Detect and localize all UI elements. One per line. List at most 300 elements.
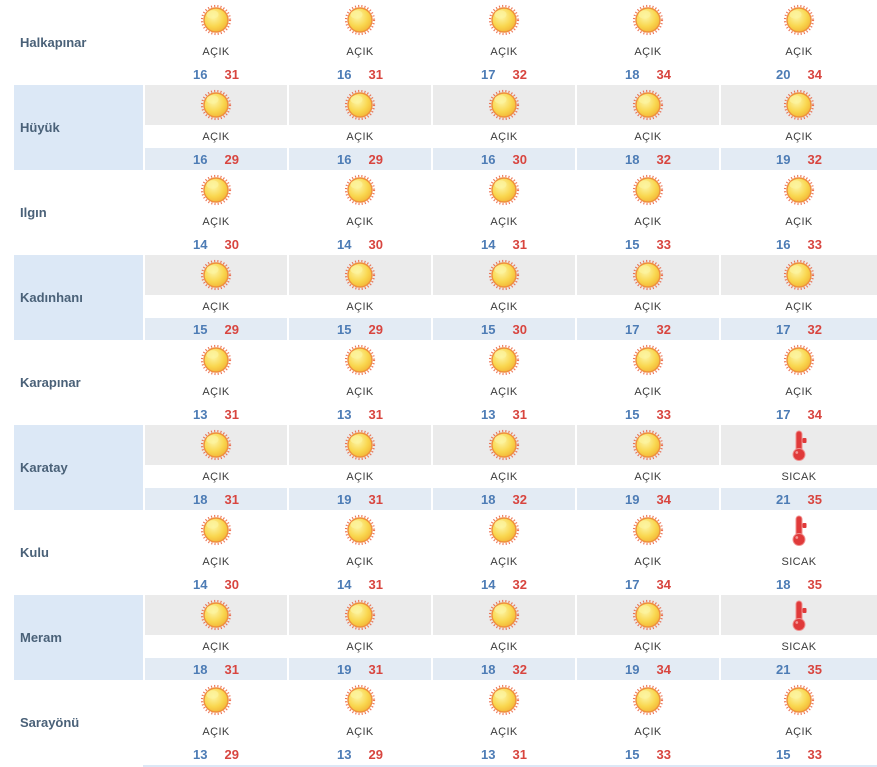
thermometer-icon xyxy=(783,599,815,631)
forecast-cell xyxy=(287,595,431,680)
sun-icon xyxy=(344,429,376,461)
max-temp: 32 xyxy=(512,576,527,592)
min-temp: 17 xyxy=(776,321,791,337)
icon-host xyxy=(721,680,877,720)
forecast-cell xyxy=(575,595,719,680)
row-cells xyxy=(143,680,877,765)
left-margin xyxy=(0,170,14,255)
max-temp: 32 xyxy=(512,491,527,507)
district-cell xyxy=(14,340,143,425)
condition-label: AÇIK xyxy=(785,45,813,58)
temperature-pair xyxy=(721,743,877,765)
condition-label: AÇIK xyxy=(577,125,719,148)
condition-label: SICAK xyxy=(721,465,877,488)
condition-label: AÇIK xyxy=(145,125,287,148)
max-temp: 31 xyxy=(368,576,383,592)
sun-icon xyxy=(344,89,376,121)
district-cell xyxy=(14,170,143,255)
sun-icon xyxy=(200,684,232,716)
icon-host xyxy=(721,170,877,210)
forecast-cell xyxy=(143,425,287,510)
condition-label: AÇIK xyxy=(634,215,662,228)
forecast-cell xyxy=(143,0,287,85)
max-temp: 30 xyxy=(368,236,383,252)
max-temp: 34 xyxy=(656,661,671,677)
temperature-pair xyxy=(433,743,575,765)
row-cells xyxy=(143,510,877,595)
min-temp: 18 xyxy=(193,491,208,507)
max-temp: 34 xyxy=(656,66,671,82)
district-name: Karapınar xyxy=(20,375,81,390)
forecast-row xyxy=(0,595,877,680)
district-cell xyxy=(14,0,143,85)
forecast-cell xyxy=(143,595,287,680)
max-temp: 31 xyxy=(368,661,383,677)
forecast-cell xyxy=(143,85,287,170)
forecast-cell xyxy=(431,510,575,595)
sun-icon xyxy=(632,4,664,36)
temperature-pair xyxy=(577,233,719,255)
icon-host xyxy=(577,340,719,380)
icon-host xyxy=(721,255,877,295)
thermometer-icon xyxy=(783,514,815,546)
forecast-cell xyxy=(719,255,877,340)
forecast-row xyxy=(0,510,877,595)
temperature-pair xyxy=(433,403,575,425)
temperature-pair xyxy=(145,743,287,765)
max-temp: 35 xyxy=(807,491,822,507)
condition-label: AÇIK xyxy=(145,465,287,488)
left-margin xyxy=(0,255,14,340)
forecast-cell xyxy=(143,340,287,425)
temperature-pair xyxy=(145,233,287,255)
icon-host xyxy=(721,0,877,40)
icon-host xyxy=(145,0,287,40)
forecast-cell xyxy=(287,510,431,595)
forecast-cell xyxy=(431,425,575,510)
temperature-pair xyxy=(433,488,575,510)
min-temp: 16 xyxy=(337,151,352,167)
sun-icon xyxy=(344,4,376,36)
max-temp: 32 xyxy=(807,151,822,167)
temperature-pair xyxy=(721,63,877,85)
max-temp: 29 xyxy=(368,321,383,337)
icon-host xyxy=(577,510,719,550)
condition-label: SICAK xyxy=(781,555,817,568)
temperature-pair xyxy=(289,573,431,595)
temperature-pair xyxy=(433,63,575,85)
condition-label: AÇIK xyxy=(289,635,431,658)
icon-host xyxy=(433,170,575,210)
min-temp: 16 xyxy=(337,66,352,82)
condition-label: AÇIK xyxy=(785,215,813,228)
temperature-pair xyxy=(577,63,719,85)
condition-label: AÇIK xyxy=(634,45,662,58)
condition-label: AÇIK xyxy=(634,725,662,738)
condition-label: AÇIK xyxy=(289,125,431,148)
condition-label: AÇIK xyxy=(433,635,575,658)
min-temp: 17 xyxy=(481,66,496,82)
icon-host xyxy=(289,510,431,550)
sun-icon xyxy=(344,174,376,206)
district-name: Sarayönü xyxy=(20,715,80,730)
forecast-cell xyxy=(719,0,877,85)
condition-label: AÇIK xyxy=(490,725,518,738)
min-temp: 13 xyxy=(337,406,352,422)
max-temp: 30 xyxy=(512,321,527,337)
left-margin xyxy=(0,425,14,510)
temperature-pair xyxy=(721,658,877,680)
min-temp: 15 xyxy=(625,746,640,762)
forecast-cell xyxy=(143,170,287,255)
left-margin xyxy=(0,340,14,425)
condition-label: AÇIK xyxy=(634,385,662,398)
forecast-cell xyxy=(287,85,431,170)
icon-host xyxy=(577,255,719,295)
forecast-cell xyxy=(575,340,719,425)
max-temp: 31 xyxy=(368,406,383,422)
icon-host xyxy=(577,85,719,125)
temperature-pair xyxy=(289,63,431,85)
min-temp: 14 xyxy=(481,576,496,592)
temperature-pair xyxy=(289,318,431,340)
condition-label: AÇIK xyxy=(202,385,230,398)
forecast-row xyxy=(0,0,877,85)
min-temp: 21 xyxy=(776,661,791,677)
sun-icon xyxy=(632,89,664,121)
condition-label: AÇIK xyxy=(490,385,518,398)
max-temp: 35 xyxy=(807,661,822,677)
condition-label: AÇIK xyxy=(289,465,431,488)
sun-icon xyxy=(344,684,376,716)
min-temp: 21 xyxy=(776,491,791,507)
icon-host xyxy=(289,680,431,720)
temperature-pair xyxy=(577,403,719,425)
forecast-cell xyxy=(287,425,431,510)
icon-host xyxy=(577,595,719,635)
icon-host xyxy=(145,595,287,635)
forecast-cell xyxy=(143,510,287,595)
condition-label: AÇIK xyxy=(490,555,518,568)
max-temp: 31 xyxy=(368,66,383,82)
forecast-cell xyxy=(431,680,575,765)
max-temp: 33 xyxy=(656,406,671,422)
max-temp: 29 xyxy=(224,746,239,762)
icon-host xyxy=(433,510,575,550)
forecast-cell xyxy=(431,170,575,255)
temperature-pair xyxy=(721,403,877,425)
icon-host xyxy=(145,255,287,295)
row-cells xyxy=(143,0,877,85)
max-temp: 31 xyxy=(224,661,239,677)
sun-icon xyxy=(632,259,664,291)
sun-icon xyxy=(783,174,815,206)
forecast-row xyxy=(0,680,877,765)
sun-icon xyxy=(200,514,232,546)
min-temp: 16 xyxy=(776,236,791,252)
forecast-cell xyxy=(575,255,719,340)
left-margin xyxy=(0,0,14,85)
icon-host xyxy=(433,255,575,295)
min-temp: 16 xyxy=(193,66,208,82)
forecast-cell xyxy=(575,680,719,765)
temperature-pair xyxy=(721,233,877,255)
min-temp: 19 xyxy=(337,491,352,507)
icon-host xyxy=(721,85,877,125)
condition-label: AÇIK xyxy=(145,635,287,658)
row-cells xyxy=(143,425,877,510)
min-temp: 14 xyxy=(193,236,208,252)
min-temp: 19 xyxy=(337,661,352,677)
condition-label: AÇIK xyxy=(634,555,662,568)
forecast-cell xyxy=(719,595,877,680)
forecast-cell xyxy=(431,255,575,340)
icon-host xyxy=(577,170,719,210)
sun-icon xyxy=(200,89,232,121)
temperature-pair xyxy=(289,148,431,170)
icon-host xyxy=(433,340,575,380)
sun-icon xyxy=(344,514,376,546)
district-name: Ilgın xyxy=(20,205,47,220)
forecast-cell xyxy=(719,85,877,170)
max-temp: 33 xyxy=(807,746,822,762)
condition-label: AÇIK xyxy=(289,295,431,318)
icon-host xyxy=(289,255,431,295)
max-temp: 32 xyxy=(512,661,527,677)
min-temp: 15 xyxy=(776,746,791,762)
district-cell xyxy=(14,680,143,765)
icon-host xyxy=(433,595,575,635)
forecast-row xyxy=(0,425,877,510)
district-name: Kulu xyxy=(20,545,49,560)
icon-host xyxy=(289,170,431,210)
forecast-cell xyxy=(287,255,431,340)
icon-host xyxy=(145,340,287,380)
temperature-pair xyxy=(577,148,719,170)
temperature-pair xyxy=(721,488,877,510)
condition-label: AÇIK xyxy=(577,295,719,318)
forecast-row xyxy=(0,170,877,255)
left-margin xyxy=(0,510,14,595)
temperature-pair xyxy=(289,233,431,255)
max-temp: 32 xyxy=(807,321,822,337)
icon-host xyxy=(289,425,431,465)
icon-host xyxy=(145,510,287,550)
sun-icon xyxy=(632,514,664,546)
min-temp: 19 xyxy=(625,491,640,507)
district-cell xyxy=(14,425,143,510)
min-temp: 17 xyxy=(625,321,640,337)
min-temp: 15 xyxy=(625,406,640,422)
district-cell xyxy=(14,510,143,595)
min-temp: 15 xyxy=(337,321,352,337)
temperature-pair xyxy=(289,488,431,510)
max-temp: 31 xyxy=(224,491,239,507)
sun-icon xyxy=(344,599,376,631)
temperature-pair xyxy=(289,658,431,680)
max-temp: 29 xyxy=(368,746,383,762)
min-temp: 14 xyxy=(337,236,352,252)
forecast-cell xyxy=(575,0,719,85)
sun-icon xyxy=(200,174,232,206)
sun-icon xyxy=(783,4,815,36)
min-temp: 18 xyxy=(481,491,496,507)
max-temp: 32 xyxy=(656,321,671,337)
condition-label: AÇIK xyxy=(721,295,877,318)
forecast-row xyxy=(0,255,877,340)
condition-label: AÇIK xyxy=(433,295,575,318)
condition-label: AÇIK xyxy=(202,215,230,228)
sun-icon xyxy=(488,4,520,36)
sun-icon xyxy=(783,259,815,291)
temperature-pair xyxy=(433,148,575,170)
condition-label: AÇIK xyxy=(433,465,575,488)
sun-icon xyxy=(344,259,376,291)
sun-icon xyxy=(488,429,520,461)
forecast-cell xyxy=(287,170,431,255)
icon-host xyxy=(577,0,719,40)
icon-host xyxy=(289,340,431,380)
condition-label: AÇIK xyxy=(577,635,719,658)
district-name: Karatay xyxy=(20,460,68,475)
district-name: Halkapınar xyxy=(20,35,87,50)
row-cells xyxy=(143,340,877,425)
icon-host xyxy=(145,85,287,125)
temperature-pair xyxy=(145,63,287,85)
min-temp: 13 xyxy=(193,746,208,762)
thermometer-icon xyxy=(783,429,815,461)
district-cell xyxy=(14,85,143,170)
sun-icon xyxy=(344,344,376,376)
row-cells xyxy=(143,255,877,340)
forecast-cell xyxy=(575,510,719,595)
row-cells xyxy=(143,85,877,170)
icon-host xyxy=(433,0,575,40)
forecast-cell xyxy=(575,85,719,170)
max-temp: 33 xyxy=(656,236,671,252)
max-temp: 34 xyxy=(807,406,822,422)
max-temp: 31 xyxy=(512,406,527,422)
max-temp: 31 xyxy=(368,491,383,507)
sun-icon xyxy=(632,174,664,206)
max-temp: 33 xyxy=(656,746,671,762)
sun-icon xyxy=(488,599,520,631)
temperature-pair xyxy=(289,743,431,765)
sun-icon xyxy=(783,344,815,376)
temperature-pair xyxy=(577,488,719,510)
condition-label: AÇIK xyxy=(721,125,877,148)
forecast-cell xyxy=(719,425,877,510)
max-temp: 30 xyxy=(512,151,527,167)
temperature-pair xyxy=(145,658,287,680)
forecast-cell xyxy=(575,425,719,510)
min-temp: 16 xyxy=(481,151,496,167)
forecast-cell xyxy=(719,170,877,255)
max-temp: 29 xyxy=(368,151,383,167)
condition-label: AÇIK xyxy=(202,45,230,58)
min-temp: 15 xyxy=(481,321,496,337)
sun-icon xyxy=(632,599,664,631)
max-temp: 34 xyxy=(656,491,671,507)
sun-icon xyxy=(200,344,232,376)
temperature-pair xyxy=(721,148,877,170)
temperature-pair xyxy=(433,658,575,680)
sun-icon xyxy=(632,429,664,461)
icon-host xyxy=(577,425,719,465)
min-temp: 13 xyxy=(337,746,352,762)
condition-label: AÇIK xyxy=(577,465,719,488)
max-temp: 31 xyxy=(224,66,239,82)
min-temp: 14 xyxy=(337,576,352,592)
condition-label: AÇIK xyxy=(346,555,374,568)
condition-label: AÇIK xyxy=(433,125,575,148)
forecast-cell xyxy=(287,340,431,425)
district-name: Kadınhanı xyxy=(20,290,83,305)
max-temp: 31 xyxy=(224,406,239,422)
max-temp: 33 xyxy=(807,236,822,252)
condition-label: SICAK xyxy=(721,635,877,658)
condition-label: AÇIK xyxy=(145,295,287,318)
temperature-pair xyxy=(433,318,575,340)
condition-label: AÇIK xyxy=(785,385,813,398)
max-temp: 30 xyxy=(224,236,239,252)
district-name: Meram xyxy=(20,630,62,645)
sun-icon xyxy=(488,174,520,206)
max-temp: 29 xyxy=(224,321,239,337)
temperature-pair xyxy=(577,658,719,680)
min-temp: 18 xyxy=(776,576,791,592)
min-temp: 18 xyxy=(193,661,208,677)
condition-label: AÇIK xyxy=(202,725,230,738)
condition-label: AÇIK xyxy=(346,45,374,58)
forecast-cell xyxy=(719,680,877,765)
district-name: Hüyük xyxy=(20,120,60,135)
max-temp: 34 xyxy=(656,576,671,592)
forecast-cell xyxy=(431,340,575,425)
forecast-row xyxy=(0,340,877,425)
sun-icon xyxy=(488,344,520,376)
condition-label: AÇIK xyxy=(346,385,374,398)
icon-host xyxy=(721,595,877,635)
min-temp: 17 xyxy=(776,406,791,422)
max-temp: 29 xyxy=(224,151,239,167)
forecast-cell xyxy=(431,0,575,85)
district-cell xyxy=(14,255,143,340)
icon-host xyxy=(577,680,719,720)
forecast-cell xyxy=(287,680,431,765)
sun-icon xyxy=(632,344,664,376)
left-margin xyxy=(0,595,14,680)
temperature-pair xyxy=(433,573,575,595)
temperature-pair xyxy=(145,148,287,170)
icon-host xyxy=(145,680,287,720)
forecast-cell xyxy=(431,595,575,680)
icon-host xyxy=(721,510,877,550)
left-margin xyxy=(0,85,14,170)
forecast-cell xyxy=(143,680,287,765)
min-temp: 17 xyxy=(625,576,640,592)
icon-host xyxy=(721,425,877,465)
icon-host xyxy=(289,85,431,125)
min-temp: 20 xyxy=(776,66,791,82)
row-cells xyxy=(143,170,877,255)
temperature-pair xyxy=(721,573,877,595)
forecast-cell xyxy=(719,510,877,595)
sun-icon xyxy=(783,89,815,121)
icon-host xyxy=(289,0,431,40)
condition-label: AÇIK xyxy=(346,215,374,228)
max-temp: 32 xyxy=(656,151,671,167)
